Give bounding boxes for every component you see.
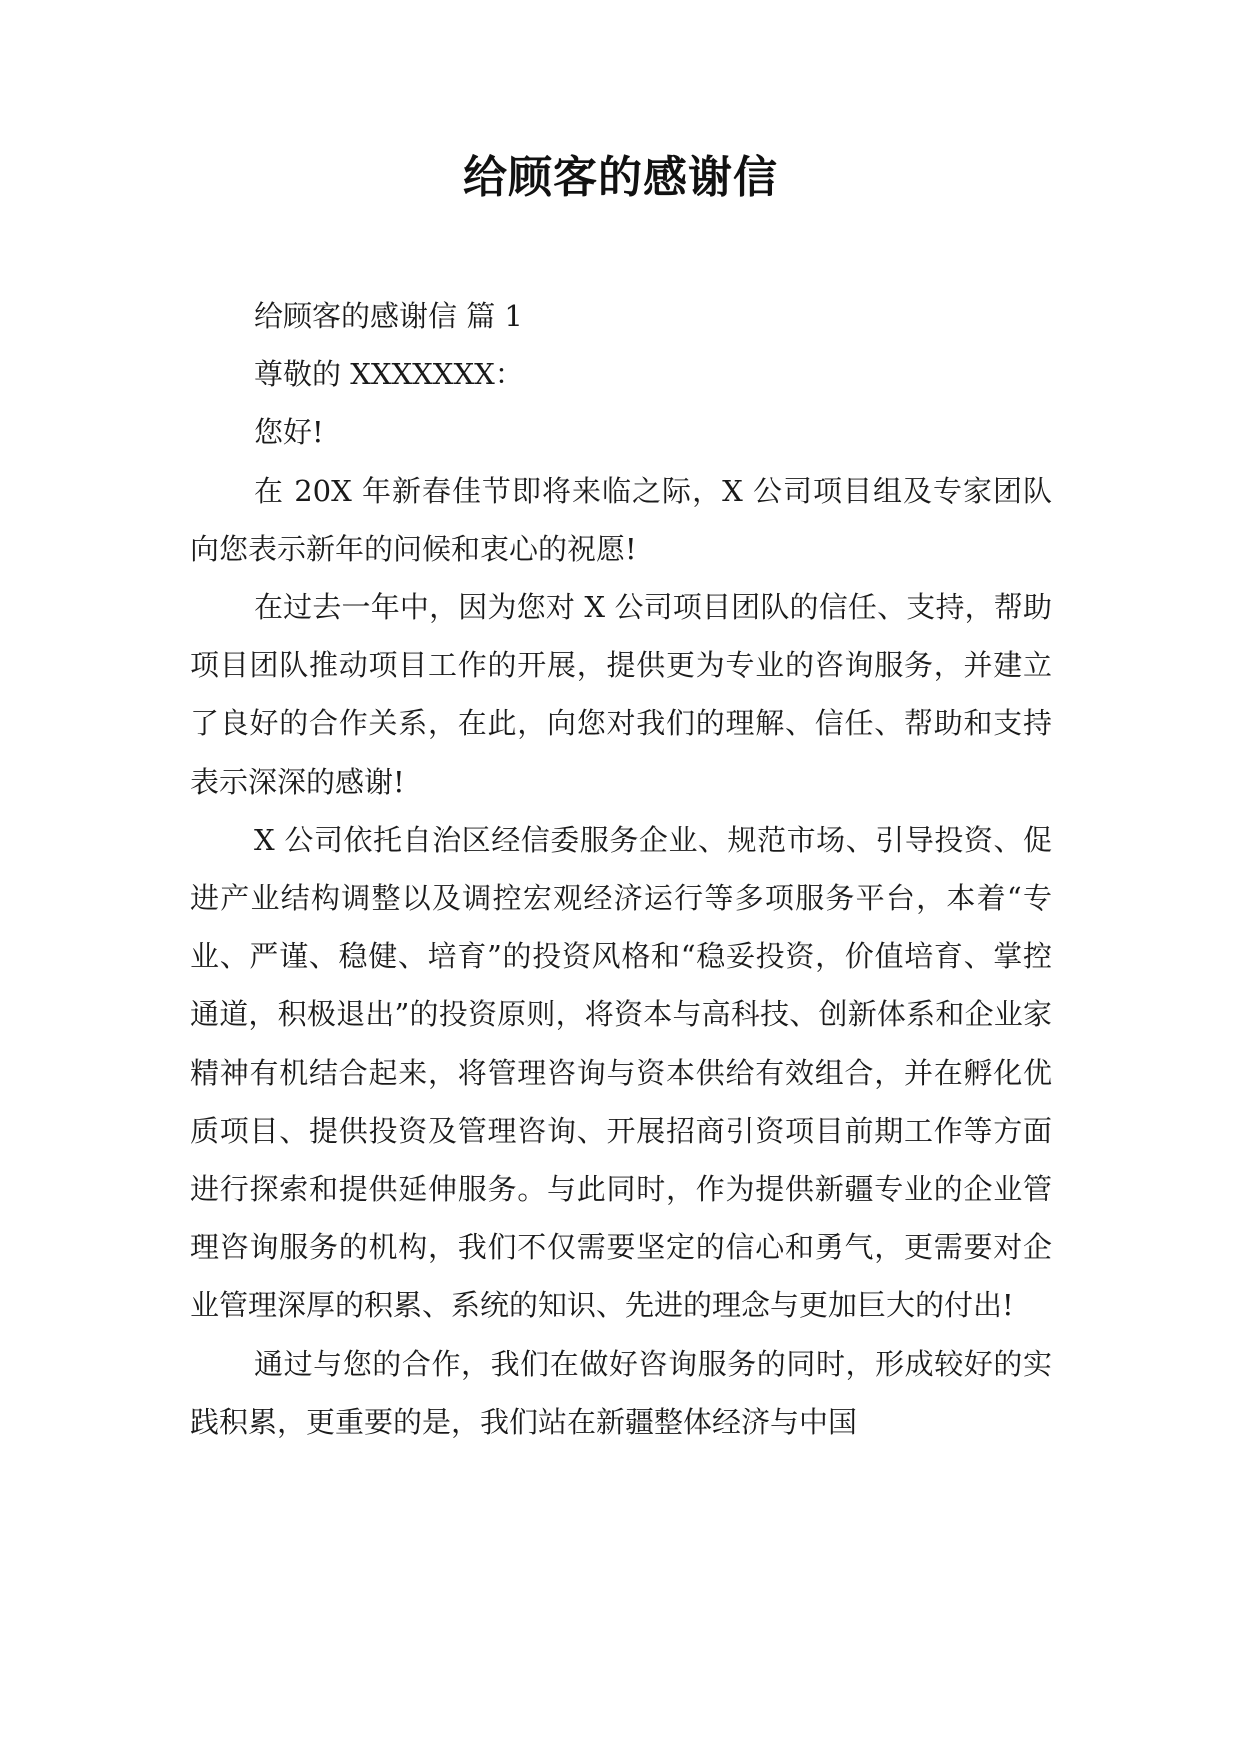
- section-heading: 给顾客的感谢信 篇 1: [254, 299, 523, 333]
- letter-body: [190, 287, 1052, 1451]
- paragraph-thanks: 在过去一年中，因为您对 X 公司项目团队的信任、支持，帮助项目团队推动项目工作的开展，提供更为专业的咨询服务，并建立了良好的合作关系，在此，向您对我们的理解、信任、帮助和支持表示深深的感谢!: [190, 590, 1052, 799]
- paragraph-cooperation: 通过与您的合作，我们在做好咨询服务的同时，形成较好的实践积累，更重要的是，我们站在新疆整体经济与中国: [190, 1346, 1052, 1439]
- document-title: 给顾客的感谢信: [463, 152, 778, 203]
- paragraph-company-services: X 公司依托自治区经信委服务企业、规范市场、引导投资、促进产业结构调整以及调控宏观经济运行等多项服务平台，本着“专业、严谨、稳健、培育”的投资风格和“稳妥投资，价值培育、掌控通道，积极退出”的投资原则，将资本与高科技、创新体系和企业家精神有机结合起来，将管理咨询与资本供给有效组合，并在孵化优质项目、提供投资及管理咨询、开展招商引资项目前期工作等方面进行探索和提供延伸服务。与此同时，作为提供新疆专业的企业管理咨询服务的机构，我们不仅需要坚定的信心和勇气，更需要对企业管理深厚的积累、系统的知识、先进的理念与更加巨大的付出!: [190, 822, 1052, 1323]
- paragraph-new-year-wishes: 在 20X 年新春佳节即将来临之际，X 公司项目组及专家团队向您表示新年的问候和衷心的祝愿!: [190, 473, 1052, 566]
- greeting: 您好!: [254, 415, 324, 450]
- salutation: 尊敬的 XXXXXXX：: [254, 357, 524, 392]
